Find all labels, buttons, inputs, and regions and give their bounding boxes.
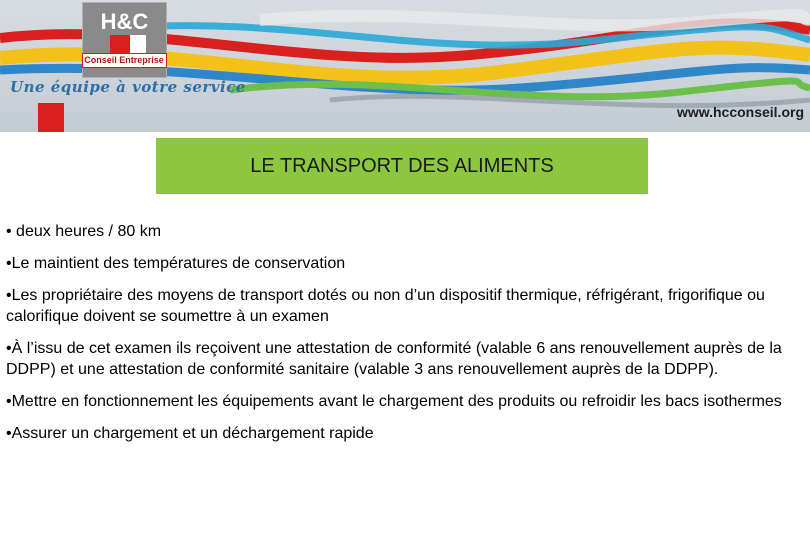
logo-subtitle: Conseil Entreprise: [84, 55, 164, 65]
red-accent-bar: [38, 103, 64, 132]
logo-white-square: [130, 35, 146, 53]
tagline: Une équipe à votre service: [10, 78, 246, 96]
header-banner: [0, 0, 810, 132]
website-url: www.hcconseil.org: [676, 104, 804, 120]
bullet-item: •À l’issu de cet examen ils reçoivent une attestation de conformité (valable 6 ans renouvellement auprès de la DDPP) et une attestation de conformité sanitaire (valable 3 ans renouvellement auprès de la DDPP).: [6, 340, 782, 378]
logo-text: H&C: [100, 9, 149, 34]
bullet-item: •Les propriétaire des moyens de transport dotés ou non d’un dispositif thermique, réfrigérant, frigorifique ou calorifique doivent se soumettre à un examen: [6, 287, 765, 325]
bullet-item: •Assurer un chargement et un déchargement rapide: [6, 425, 374, 442]
logo-red-square: [110, 35, 130, 53]
bullet-item: •Le maintient des températures de conservation: [6, 255, 346, 272]
slide-title: LE TRANSPORT DES ALIMENTS: [250, 154, 554, 177]
slide-title-box: [156, 138, 648, 194]
bullet-item: •Mettre en fonctionnement les équipements avant le chargement des produits ou refroidir les bacs isothermes: [6, 393, 782, 410]
bullet-list: [6, 221, 802, 455]
bullet-item: • deux heures / 80 km: [6, 223, 162, 240]
